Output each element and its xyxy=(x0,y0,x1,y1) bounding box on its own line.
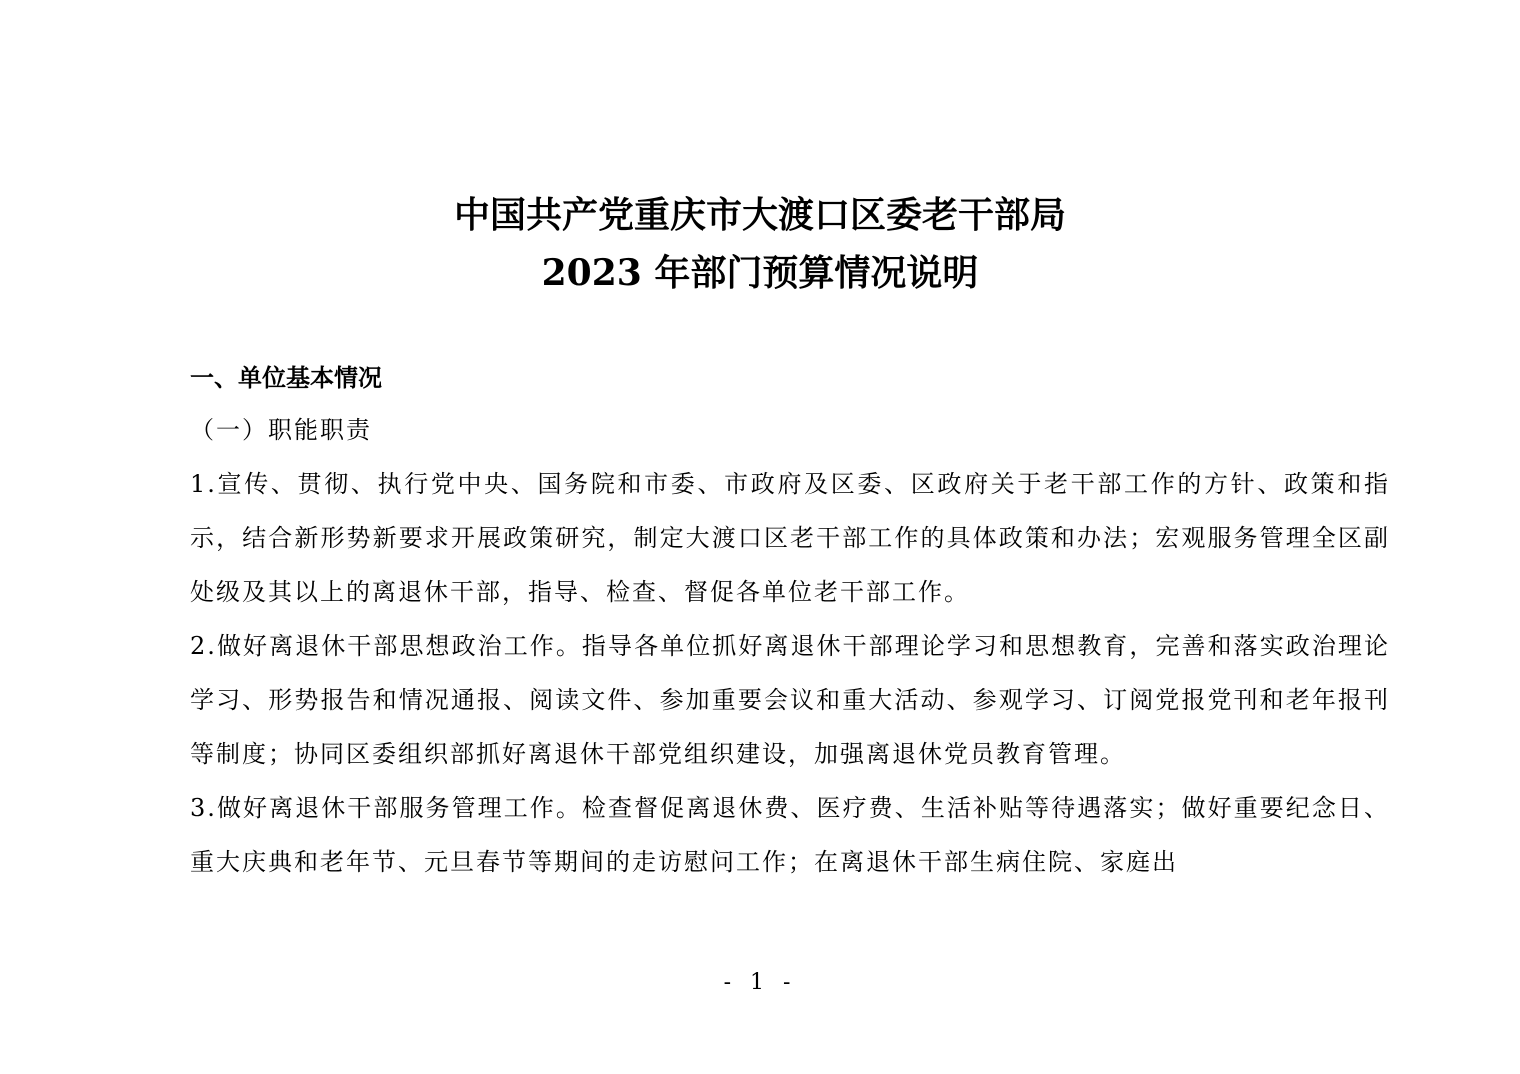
subsection-heading: （一）职能职责 xyxy=(190,416,372,444)
section-heading: 一、单位基本情况 xyxy=(190,364,382,392)
title-line-2: 2023 年部门预算情况说明 xyxy=(541,252,979,294)
paragraph-2: 2.做好离退休干部思想政治工作。指导各单位抓好离退休干部理论学习和思想教育，完善和落实政治理论学习、形势报告和情况通报、阅读文件、参加重要会议和重大活动、参观学习、订阅党报党刊和老年报刊等制度；协同区委组织部抓好离退休干部党组织建设，加强离退休党员教育管理。 xyxy=(190,632,1390,768)
title-line-1: 中国共产党重庆市大渡口区委老干部局 xyxy=(453,194,1066,236)
document-title xyxy=(0,186,1520,302)
paragraph-1: 1.宣传、贯彻、执行党中央、国务院和市委、市政府及区委、区政府关于老干部工作的方针、政策和指示，结合新形势新要求开展政策研究，制定大渡口区老干部工作的具体政策和办法；宏观服务管理全区副处级及其以上的离退休干部，指导、检查、督促各单位老干部工作。 xyxy=(190,470,1390,606)
page-number: - 1 - xyxy=(723,970,797,995)
document-body xyxy=(190,353,1390,889)
paragraph-3: 3.做好离退休干部服务管理工作。检查督促离退休费、医疗费、生活补贴等待遇落实；做好重要纪念日、重大庆典和老年节、元旦春节等期间的走访慰问工作；在离退休干部生病住院、家庭出 xyxy=(190,794,1390,876)
